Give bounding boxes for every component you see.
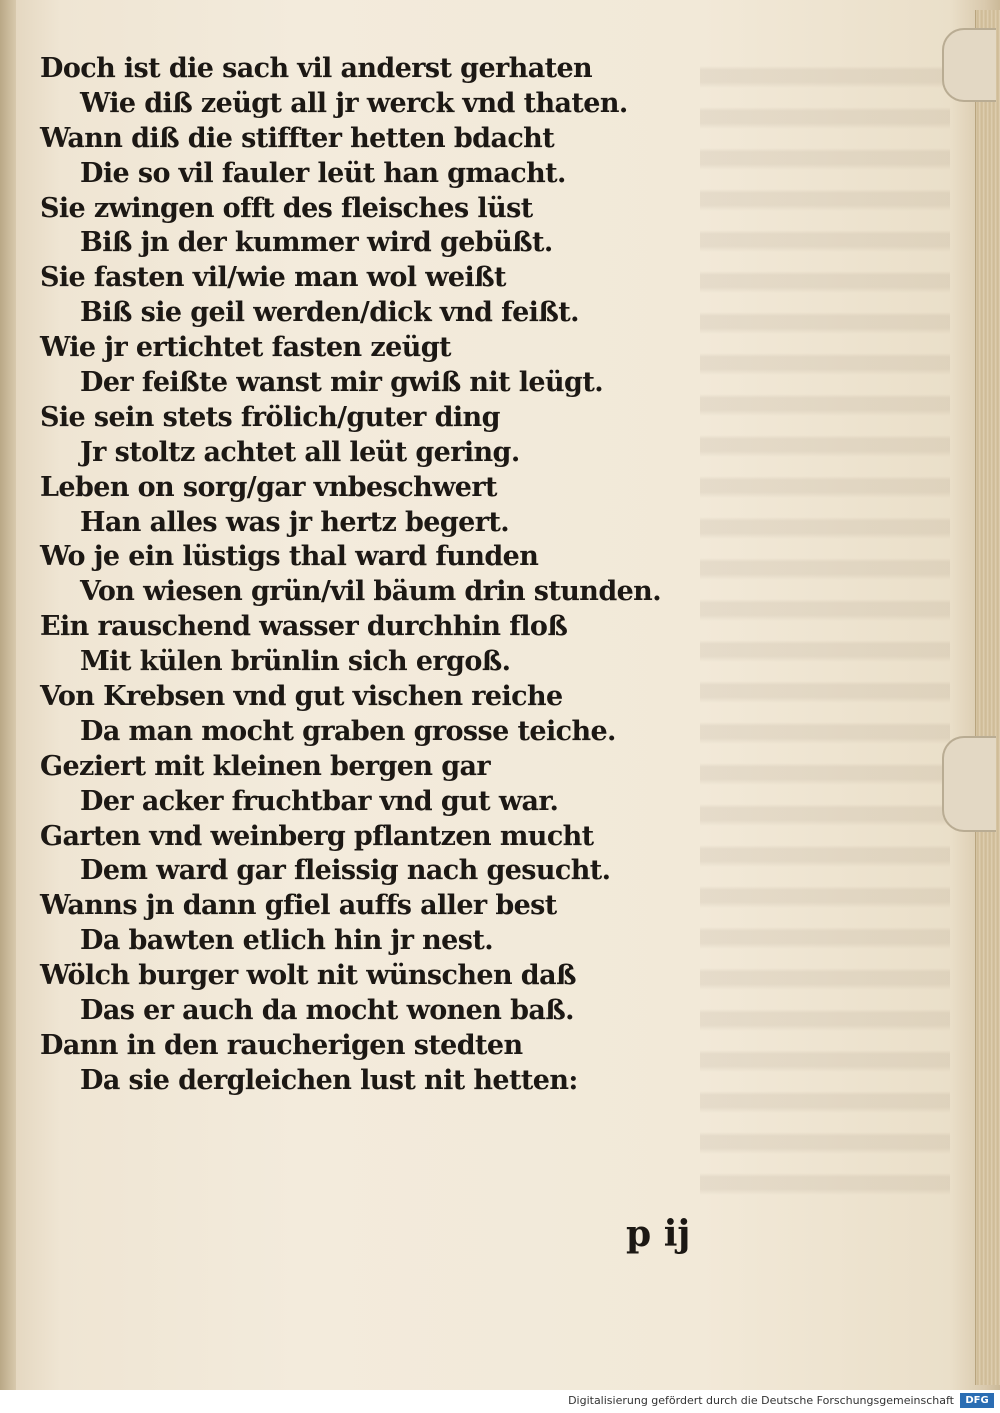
- verse-line: Von Krebsen vnd gut vischen reiche: [40, 681, 563, 713]
- verse-line: Biß jn der kummer wird gebüßt.: [80, 227, 553, 259]
- page-stack-edge: [975, 10, 1000, 1385]
- verse-line: Wie jr ertichtet fasten zeügt: [40, 332, 451, 364]
- verse-line: Biß sie geil werden/dick vnd feißt.: [80, 297, 579, 329]
- verse-line: Da sie dergleichen lust nit hetten:: [80, 1064, 578, 1096]
- verse-line: Wanns jn dann gfiel auffs aller best: [40, 890, 557, 922]
- verse-line: Das er auch da mocht wonen baß.: [80, 995, 574, 1027]
- verse-line: Ein rauschend wasser durchhin floß: [40, 611, 568, 643]
- clasp-tab-top: [942, 28, 996, 102]
- clasp-tab-middle: [942, 736, 996, 832]
- footer-bar: [0, 1390, 1000, 1413]
- verse-line: Wann diß die stiffter hetten bdacht: [40, 122, 555, 154]
- verse-line: Jr stoltz achtet all leüt gering.: [80, 436, 520, 468]
- signature-mark: p ij: [626, 1213, 691, 1255]
- funding-credit: Digitalisierung gefördert durch die Deutsche Forschungsgemeinschaft: [568, 1394, 954, 1407]
- dfg-logo-icon: DFG: [960, 1393, 994, 1408]
- verse-line: Garten vnd weinberg pflantzen mucht: [40, 820, 594, 852]
- verse-line: Der feißte wanst mir gwiß nit leügt.: [80, 367, 603, 399]
- verse-line: Da man mocht graben grosse teiche.: [80, 715, 616, 747]
- verse-line: Die so vil fauler leüt han gmacht.: [80, 157, 566, 189]
- verse-line: Dann in den raucherigen stedten: [40, 1029, 523, 1061]
- verse-line: Dem ward gar fleissig nach gesucht.: [80, 855, 611, 887]
- verse-line: Wo je ein lüstigs thal ward funden: [40, 541, 539, 573]
- verse-line: Sie zwingen offt des fleisches lüst: [40, 192, 533, 224]
- verse-line: Han alles was jr hertz begert.: [80, 506, 510, 538]
- verse-line: Leben on sorg/gar vnbeschwert: [40, 471, 497, 503]
- show-through-text: [700, 52, 950, 1202]
- verse-line: Sie fasten vil/wie man wol weißt: [40, 262, 506, 294]
- verse-line: Mit külen brünlin sich ergoß.: [80, 646, 511, 678]
- verse-line: Doch ist die sach vil anderst gerhaten: [40, 53, 593, 84]
- binding-edge: [0, 0, 16, 1390]
- verse-block: [40, 52, 680, 1099]
- verse-line: Der acker fruchtbar vnd gut war.: [80, 785, 559, 817]
- verse-line: Wie diß zeügt all jr werck vnd thaten.: [80, 87, 628, 119]
- verse-line: Von wiesen grün/vil bäum drin stunden.: [80, 576, 662, 608]
- verse-line: Wölch burger wolt nit wünschen daß: [40, 960, 576, 992]
- verse-line: Da bawten etlich hin jr nest.: [80, 925, 494, 957]
- verse-line: Geziert mit kleinen bergen gar: [40, 750, 491, 782]
- verse-line: Sie sein stets frölich/guter ding: [40, 401, 500, 433]
